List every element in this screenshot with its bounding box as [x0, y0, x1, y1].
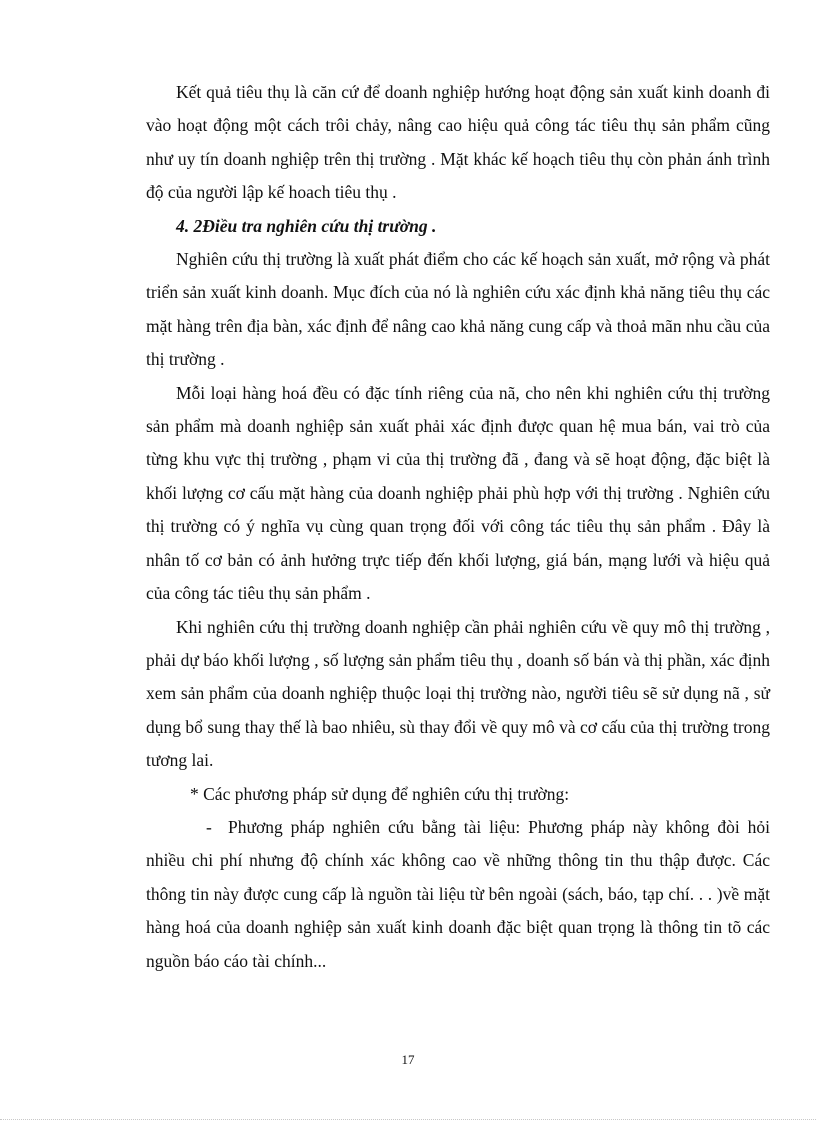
- method-list-item-text: Phương pháp nghiên cứu bằng tài liệu: Phương pháp này không đòi hỏi nhiều chi phí nhưng độ chính xác không cao về những thông tin thu thập được. Các thông tin này được cung cấp là nguồn tài liệu từ bên ngoài (sách, báo, tạp chí. . . )về mặt hàng hoá của doanh nghiệp sản xuất kinh doanh đặc biệt quan trọng là thông tin tõ các nguồn báo cáo tài chính...: [146, 816, 770, 971]
- section-heading: 4. 2Điều tra nghiên cứu thị trường .: [176, 215, 437, 236]
- paragraph-market-scale: Khi nghiên cứu thị trường doanh nghiệp cần phải nghiên cứu về quy mô thị trường , phải dự báo khối lượng , số lượng sản phẩm tiêu thụ , doanh số bán và thị phần, xác định xem sản phẩm của doanh nghiệp thuộc loại thị trường nào, người tiêu sẽ sử dụng nã , sử dụng bổ sung thay thế là bao nhiêu, sù thay đổi về quy mô và cơ cấu của thị trường trong tương lai.: [146, 616, 770, 771]
- page-bottom-divider: [0, 1119, 816, 1120]
- paragraph-product-characteristics: Mỗi loại hàng hoá đều có đặc tính riêng của nã, cho nên khi nghiên cứu thị trường sản phẩm mà doanh nghiệp sản xuất phải xác định được quan hệ mua bán, vai trò của từng khu vực thị trường , phạm vi của thị trường đã , đang và sẽ hoạt động, đặc biệt là khối lượng cơ cấu mặt hàng của doanh nghiệp phải phù hợp với thị trường . Nghiên cứu thị trường có ý nghĩa vụ cùng quan trọng đối với công tác tiêu thụ sản phẩm . Đây là nhân tố cơ bản có ảnh hưởng trực tiếp đến khối lượng, giá bán, mạng lưới và hiệu quả của công tác tiêu thụ sản phẩm .: [146, 382, 770, 604]
- methods-intro: * Các phương pháp sử dụng để nghiên cứu thị trường:: [190, 783, 570, 804]
- dash-marker: -: [206, 816, 212, 837]
- document-body: [146, 76, 770, 978]
- paragraph-sales-results: Kết quả tiêu thụ là căn cứ để doanh nghiệp hướng hoạt động sản xuất kinh doanh đi vào hoạt động một cách trôi chảy, nâng cao hiệu quả công tác tiêu thụ sản phẩm cũng như uy tín doanh nghiệp trên thị trường . Mặt khác kế hoạch tiêu thụ còn phản ánh trình độ của người lập kế hoach tiêu thụ .: [146, 82, 770, 203]
- page-number: 17: [401, 1052, 415, 1067]
- method-list-item: [146, 811, 770, 978]
- paragraph-market-research: Nghiên cứu thị trường là xuất phát điểm cho các kế hoạch sản xuất, mở rộng và phát triển sản xuất kinh doanh. Mục đích của nó là nghiên cứu xác định khả năng tiêu thụ các mặt hàng trên địa bàn, xác định để nâng cao khả năng cung cấp và thoả mãn nhu cầu của thị trường .: [146, 249, 770, 370]
